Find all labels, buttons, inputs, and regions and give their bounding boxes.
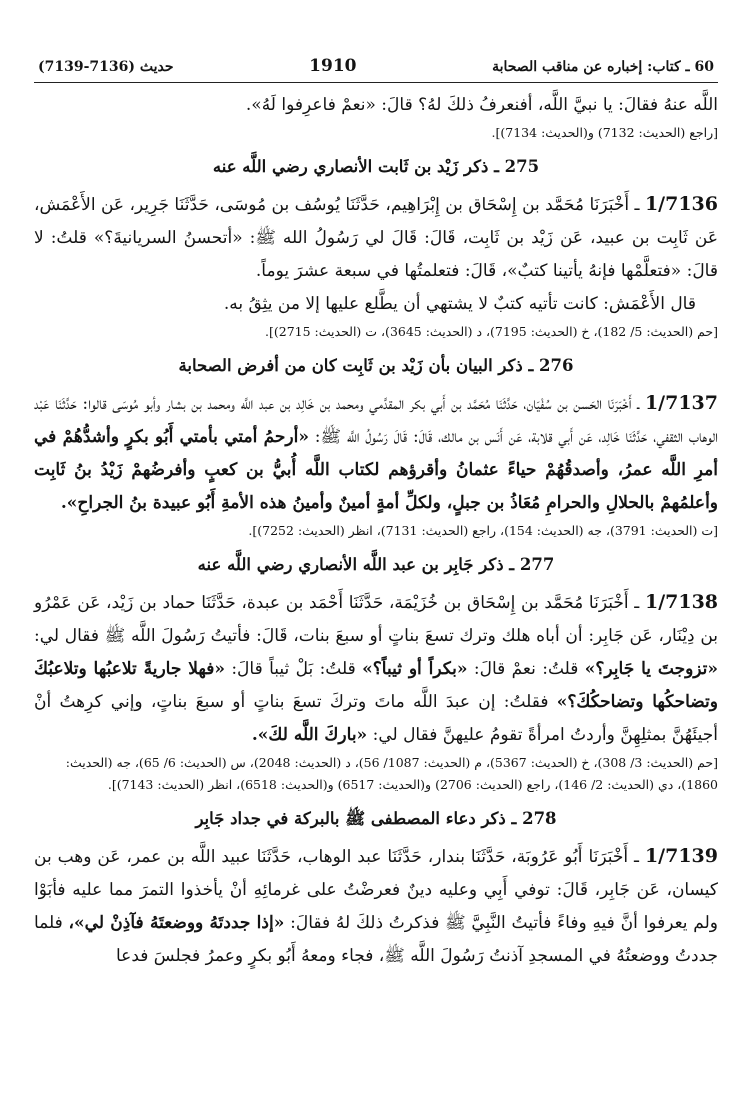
hadith-text: ـ أَخْبَرَنَا مُحَمَّد بن إِسْحَاق بن خُزَيْمَة، حَدَّثَنَا أَحْمَد بن عبدة، حَدَّثَنَا حماد بن زَيْد، عَن عَمْرُو بن دِيْنَار، عَن جَابِر: أن أباه هلك وترك تسعَ بناتٍ أو سبعَ بنات، قَالَ: فأتيتُ رَسُولَ اللَّه ﷺ فقال لي: (34, 593, 718, 646)
hadith-7137 (34, 387, 718, 520)
hadith-text: قلتُ: بَلْ ثيباً قالَ: (231, 659, 356, 679)
hadith-number: 1/7139 (644, 845, 718, 867)
book-page (34, 56, 718, 973)
hadith-7138 (34, 586, 718, 752)
hadith-text: ـ أَخْبَرَنَا مُحَمَّد بن إِسْحَاق بن إِبْرَاهِيم، حَدَّثَنَا يُوسُف بن مُوسَى، حَدَّثَنَا جَرِير، عَن الأَعْمَش، عَن ثَابِت بن عبيد، عَن زَيْد بن ثَابِت، قَالَ: قَالَ لي رَسُولُ الله ﷺ: «أتحسنُ السريانيةَ؟» قلتُ: لا قالَ: «فتعلَّمْها فإنهُ يأتينا كتبٌ»، قَالَ: فتعلمتُها في سبعة عشرَ يوماً. (34, 195, 718, 281)
section-heading-277: 277 ـ ذكر جَابِر بن عبد اللَّه الأنصاري رضي اللَّه عنه (197, 555, 555, 574)
hadith-text: ـ أَخْبَرَنَا أَبُو عَرُوبَة، حَدَّثَنَا بندار، حَدَّثَنَا عبد الوهاب، حَدَّثَنَا عبيد اللَّه بن عمر، عَن وهب بن كيسان، عَن جَابِر، قَالَ: توفي أَبِي وعليه دينٌ فعرضْتُ على غرمائِهِ أنْ يأخذوا التمرَ مما عليه فأبَوْا ولم يعرفوا أنَّ فيهِ وفاءً فأتيتُ النَّبِيَّ ﷺ فذكرتُ ذلكَ لهُ فقالَ: (34, 847, 718, 933)
intro-reference: [راجع (الحديث: 7132) و(الحديث: 7134)]. (491, 125, 718, 140)
hadith-7137-reference: [ت (الحديث: 3791)، جه (الحديث: 154)، راجع (الحديث: 7131)، انظر (الحديث: 7252)]. (248, 523, 718, 538)
hadith-7136-reference: [حم (الحديث: 5/ 182)، خ (الحديث: 7195)، د (الحديث: 3645)، ت (الحديث: 2715)]. (265, 324, 718, 339)
hadith-7139 (34, 840, 718, 973)
hadith-quote: «بكراً أو ثيباً؟» (362, 659, 468, 679)
hadith-text: قلتُ: نعمْ قالَ: (473, 659, 579, 679)
section-heading-278: 278 ـ ذكر دعاء المصطفى ﷺ بالبركة في جداد جَابِر (195, 809, 557, 828)
hadith-number: 1/7138 (644, 591, 719, 613)
hadith-7136 (34, 188, 718, 288)
chapter-title: 60 ـ كتاب: إخباره عن مناقب الصحابة (492, 59, 714, 75)
hadith-number: 1/7137 (644, 392, 718, 414)
section-heading-275: 275 ـ ذكر زَيْد بن ثَابت الأنصاري رضي اللَّه عنه (212, 157, 540, 176)
hadith-text: فقلتُ: إن عبدَ اللَّه ماتَ وتركَ تسعَ بناتٍ أو سبعَ بناتٍ، وإني كرِهتُ أنْ أجيئَهُنَّ بمثلِهِنَّ وأردتُ امرأةً تقومُ عليهنَّ فقال لي: (34, 692, 718, 745)
hadith-7136-note: قال الأَعْمَش: كانت تأتيه كتبٌ لا يشتهي أن يطَّلع عليها إلا من يثِقُ به. (223, 294, 696, 314)
hadith-quote: «باركَ اللَّه لكَ». (251, 725, 368, 745)
hadith-quote: «أرحمُ أمتي بأمتي أَبُو بكرٍ وأشدُّهُمْ في أمرِ اللَّه عمرُ، وأصدقُهُمْ حياءً عثمانُ وأقرؤهم لكتاب اللَّه أُبيُّ بن كعبٍ وأفرضُهمْ زَيْدُ بنُ ثَابِت وأعلمُهمْ بالحلالِ والحرامِ مُعَاذُ بن جبلٍ، ولكلِّ أمةٍ أمينٌ وأمينُ هذه الأمةِ أَبُو عبيدة بنُ الجراحِ». (34, 427, 718, 513)
hadith-quote: «تزوجتَ يا جَابِر؟» (584, 659, 719, 679)
running-header (34, 56, 718, 83)
section-heading-276: 276 ـ ذكر البيان بأن زَيْد بن ثَابِت كان من أفرض الصحابة (178, 356, 574, 375)
hadith-text: ـ أَخْبَرَنَا الحَسن بن سُفْيَان، حَدَّثَنَا مُحَمَّد بن أَبي بكر المقدَّمي ومحمد بن خَالِد بن عبد اللَّه ومحمد بن بشار وأبو مُوسَى قالوا: حَدَّثَنَا عَبْد الوهاب الثقفي، حَدَّثَنَا خَالِد، عَن أَبي قلابة، عَن أَنَس بن مالك، قَالَ: قَالَ رَسُولُ اللَّه ﷺ: (34, 394, 719, 447)
intro-line: اللَّه عنهُ فقالَ: يا نبيَّ اللَّه، أفنعرفُ ذلكَ لهُ؟ قالَ: «نعمْ فاعرِفوا لَهُ». (245, 95, 718, 115)
page-number: 1910 (309, 56, 357, 76)
hadith-quote: «فهلا جاريةً تلاعبُها وتلاعبُكَ وتضاحكُها وتضاحكُكَ؟» (34, 659, 718, 712)
hadith-7138-reference: [حم (الحديث: 3/ 308)، خ (الحديث: 5367)، م (الحديث: 1087/ 56)، د (الحديث: 2048)، س (الحديث: 6/ 65)، جه (الحديث: 1860)، دي (الحديث: 2/ 146)، راجع (الحديث: 2706) و(الحديث: 6517) و(الحديث: 6518)، انظر (الحديث: 7143)]. (65, 755, 718, 792)
hadith-quote: «إذا جددتَهُ ووضعتَهُ فآذِنْ لي»، (68, 913, 285, 933)
hadith-range: حديث (7136-7139) (38, 59, 174, 75)
hadith-text: فلما جددتُ ووضعتُهُ في المسجدِ آذنتُ رَسُولَ اللَّه ﷺ، فجاء ومعهُ أَبُو بكرٍ وعمرُ فجلسَ فدعا (34, 913, 718, 966)
hadith-number: 1/7136 (644, 193, 718, 215)
